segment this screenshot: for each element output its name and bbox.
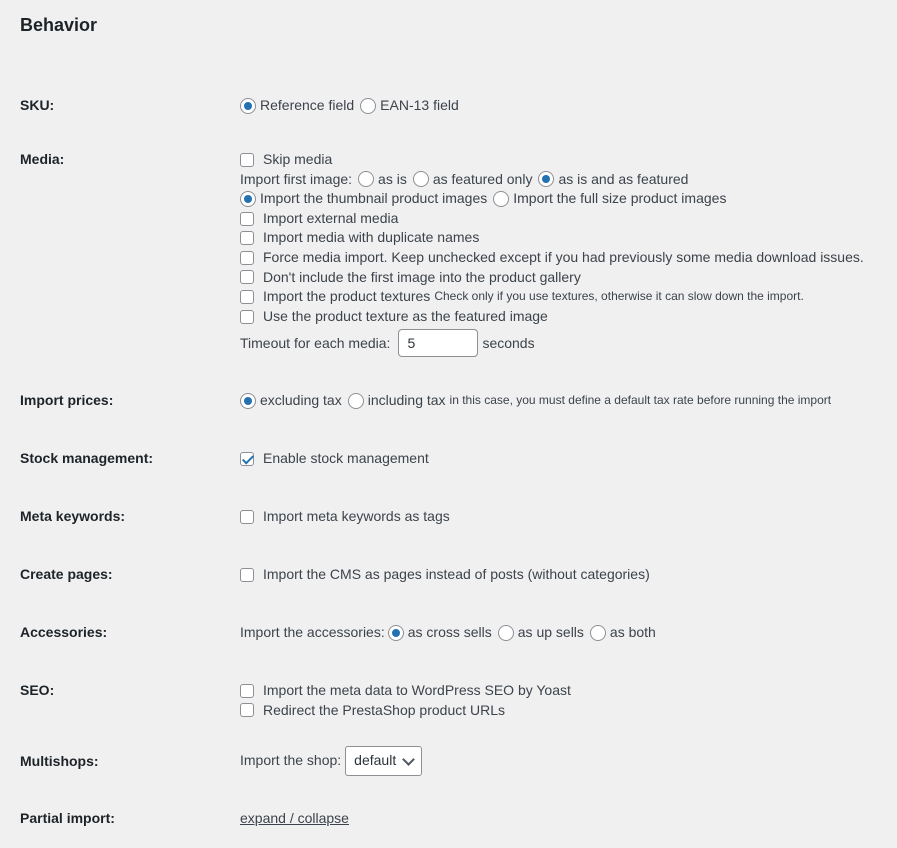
meta-tags-checkbox[interactable] <box>240 510 254 524</box>
sku-reference-label[interactable]: Reference field <box>260 97 355 113</box>
chevron-down-icon <box>402 753 415 766</box>
accessories-prefix: Import the accessories: <box>240 624 385 640</box>
first-image-as-is-label[interactable]: as is <box>378 170 407 187</box>
textures-checkbox[interactable] <box>240 290 254 304</box>
stock-enable-label[interactable]: Enable stock management <box>263 450 429 466</box>
accessories-both-radio[interactable] <box>590 625 606 641</box>
price-excl-tax-radio[interactable] <box>240 393 256 409</box>
first-image-as-is-radio[interactable] <box>358 171 374 187</box>
multishops-label: Multishops: <box>20 753 99 769</box>
price-excl-tax-label[interactable]: excluding tax <box>260 392 342 408</box>
duplicate-names-label[interactable]: Import media with duplicate names <box>263 229 480 246</box>
external-media-checkbox[interactable] <box>240 212 254 226</box>
meta-label: Meta keywords: <box>20 508 126 524</box>
thumbnail-images-radio[interactable] <box>240 191 256 207</box>
first-image-both-radio[interactable] <box>538 171 554 187</box>
no-first-image-gallery-checkbox[interactable] <box>240 270 254 284</box>
force-media-checkbox[interactable] <box>240 251 254 265</box>
accessories-up-radio[interactable] <box>498 625 514 641</box>
price-incl-tax-radio[interactable] <box>348 393 364 409</box>
price-incl-tax-label[interactable]: including tax <box>367 392 446 408</box>
duplicate-names-checkbox[interactable] <box>240 231 254 245</box>
timeout-unit: seconds <box>482 334 535 351</box>
pages-label: Create pages: <box>20 566 113 582</box>
cms-pages-label[interactable]: Import the CMS as pages instead of posts (without categories) <box>263 566 650 582</box>
seo-redirect-label[interactable]: Redirect the PrestaShop product URLs <box>263 701 506 718</box>
seo-label: SEO: <box>20 682 55 698</box>
textures-note: Check only if you use textures, otherwise it can slow down the import. <box>434 289 804 304</box>
expand-collapse-link[interactable]: expand / collapse <box>240 810 349 826</box>
sku-ean-label[interactable]: EAN-13 field <box>380 97 459 113</box>
accessories-both-label[interactable]: as both <box>609 624 656 640</box>
accessories-cross-radio[interactable] <box>388 625 404 641</box>
shop-select-value: default <box>354 752 397 769</box>
external-media-label[interactable]: Import external media <box>263 209 399 226</box>
shop-select-prefix: Import the shop: <box>240 752 342 769</box>
seo-yoast-label[interactable]: Import the meta data to WordPress SEO by Yoast <box>263 682 571 698</box>
full-size-images-label[interactable]: Import the full size product images <box>513 190 727 207</box>
first-image-featured-only-radio[interactable] <box>413 171 429 187</box>
timeout-label: Timeout for each media: <box>240 334 391 351</box>
accessories-up-label[interactable]: as up sells <box>517 624 584 640</box>
price-incl-tax-note: in this case, you must define a default tax rate before running the import <box>449 393 832 407</box>
first-image-both-label[interactable]: as is and as featured <box>558 170 689 187</box>
sku-reference-radio[interactable] <box>240 98 256 114</box>
section-title: Behavior <box>20 15 98 35</box>
sku-ean-radio[interactable] <box>360 98 376 114</box>
texture-featured-checkbox[interactable] <box>240 310 254 324</box>
accessories-label: Accessories: <box>20 624 108 640</box>
seo-redirect-checkbox[interactable] <box>240 703 254 717</box>
full-size-images-radio[interactable] <box>493 191 509 207</box>
first-image-label: Import first image: <box>240 170 353 187</box>
accessories-cross-label[interactable]: as cross sells <box>407 624 492 640</box>
first-image-featured-only-label[interactable]: as featured only <box>432 170 533 187</box>
shop-select[interactable] <box>345 746 422 776</box>
force-media-label[interactable]: Force media import. Keep unchecked except if you had previously some media download issues. <box>263 248 864 265</box>
cms-pages-checkbox[interactable] <box>240 568 254 582</box>
sku-label: SKU: <box>20 97 55 113</box>
no-first-image-gallery-label[interactable]: Don't include the first image into the product gallery <box>263 268 581 285</box>
meta-tags-label[interactable]: Import meta keywords as tags <box>263 508 450 524</box>
skip-media-label[interactable]: Skip media <box>263 151 333 167</box>
partial-label: Partial import: <box>20 810 115 826</box>
stock-label: Stock management: <box>20 450 154 466</box>
seo-yoast-checkbox[interactable] <box>240 684 254 698</box>
textures-label[interactable]: Import the product textures <box>263 288 431 305</box>
timeout-input[interactable]: 5 <box>398 329 478 357</box>
skip-media-checkbox[interactable] <box>240 153 254 167</box>
prices-label: Import prices: <box>20 392 114 408</box>
media-label: Media: <box>20 151 65 167</box>
texture-featured-label[interactable]: Use the product texture as the featured image <box>263 307 548 324</box>
stock-enable-checkbox[interactable] <box>240 452 254 466</box>
thumbnail-images-label[interactable]: Import the thumbnail product images <box>260 190 488 207</box>
